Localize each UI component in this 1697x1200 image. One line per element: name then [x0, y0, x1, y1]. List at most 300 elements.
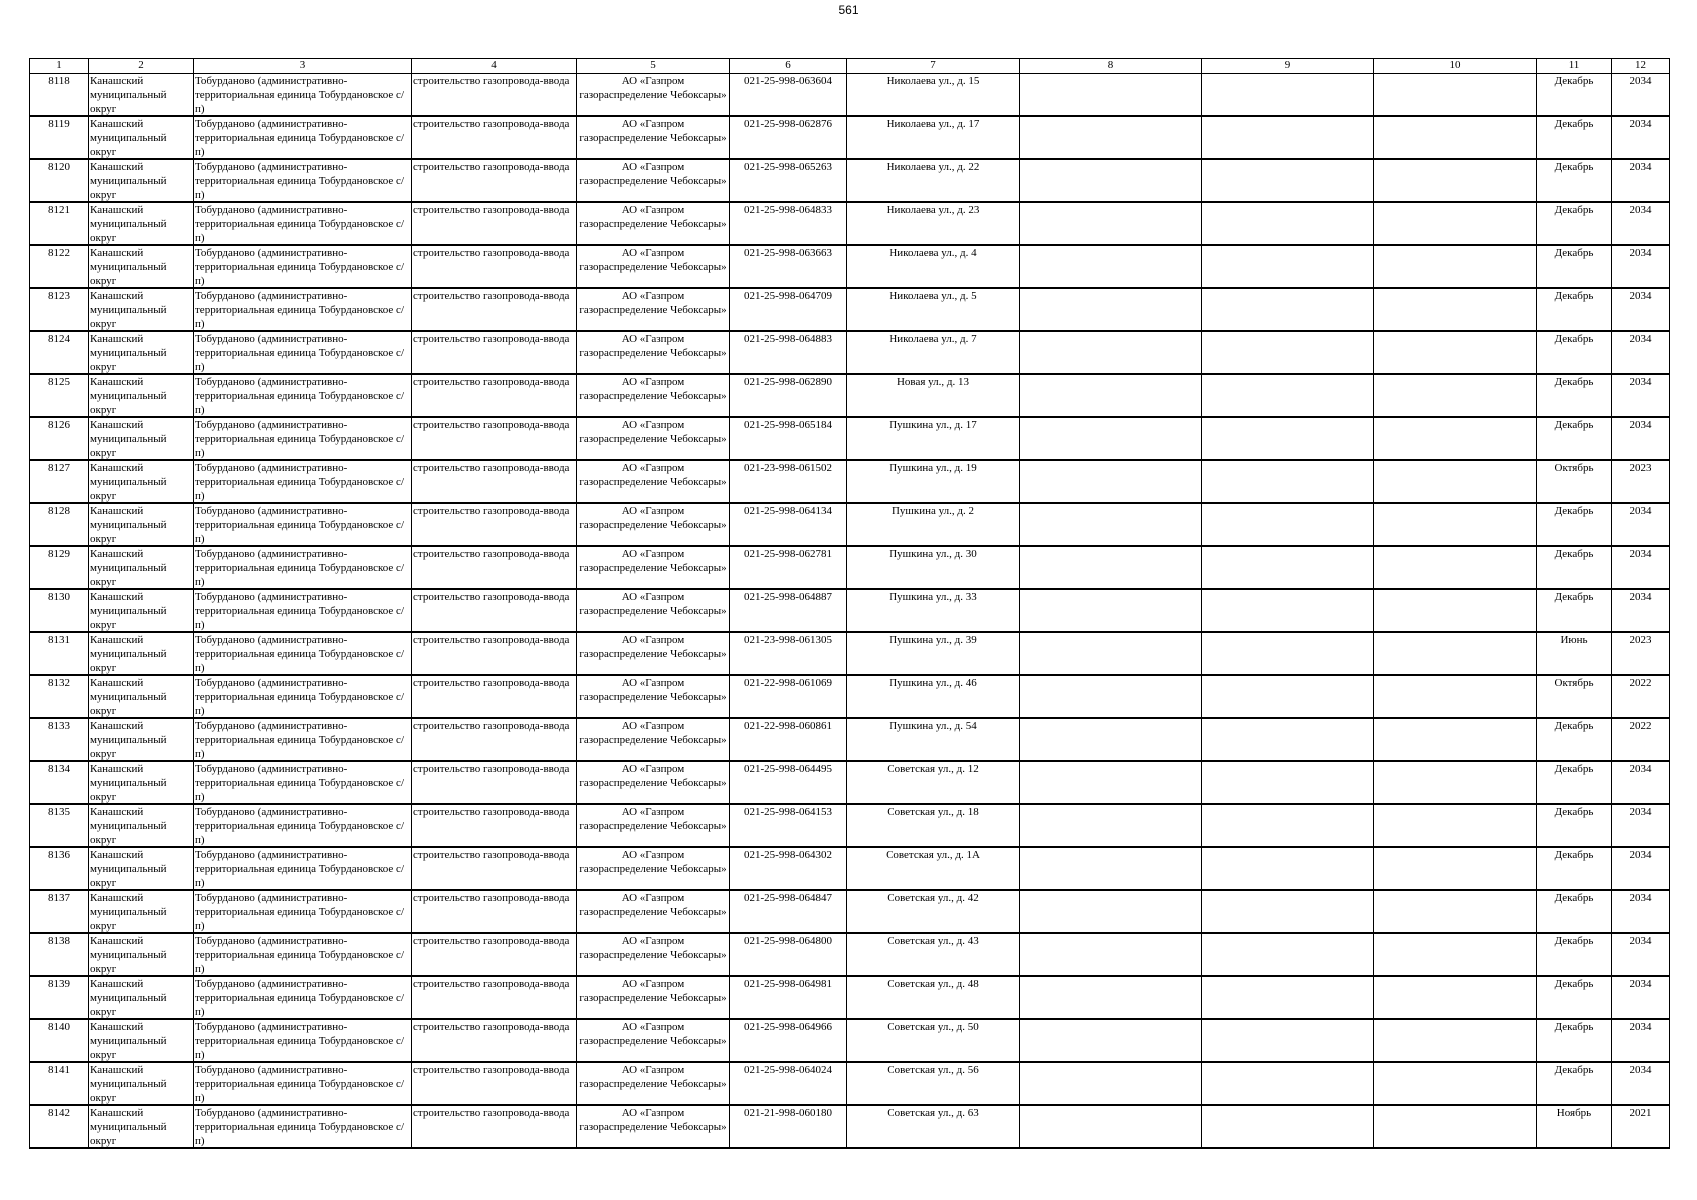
table-row [30, 374, 1670, 417]
row-number [30, 675, 89, 718]
object-code-cell [730, 74, 847, 117]
address-cell [847, 1019, 1020, 1062]
object-code-cell [730, 288, 847, 331]
work-type-cell-text: строительство газопровода-ввода [413, 505, 570, 517]
address-cell [847, 761, 1020, 804]
organization-cell-text: АО «Газпром газораспределение Чебоксары» [579, 806, 727, 833]
table-row [30, 1062, 1670, 1105]
address-cell-text: Пушкина ул., д. 46 [889, 677, 977, 689]
column-8-cell [1020, 761, 1202, 804]
table-row [30, 632, 1670, 675]
settlement-cell [194, 1019, 412, 1062]
column-8-cell [1020, 116, 1202, 159]
address-cell [847, 331, 1020, 374]
month-cell [1537, 804, 1612, 847]
column-9-cell [1202, 202, 1374, 245]
row-number-text: 8135 [48, 806, 70, 818]
district-cell-text: Канашский муниципальный округ [90, 462, 167, 502]
row-number-text: 8134 [48, 763, 70, 775]
row-number-text: 8118 [48, 75, 70, 87]
address-cell-text: Пушкина ул., д. 33 [889, 591, 977, 603]
work-type-cell-text: строительство газопровода-ввода [413, 935, 570, 947]
address-cell-text: Новая ул., д. 13 [896, 376, 970, 388]
district-cell-text: Канашский муниципальный округ [90, 892, 167, 932]
district-cell [89, 589, 194, 632]
column-9-cell [1202, 116, 1374, 159]
month-cell-text: Декабрь [1554, 376, 1594, 388]
row-number [30, 116, 89, 159]
year-cell-text: 2034 [1629, 1021, 1652, 1033]
organization-cell [577, 374, 730, 417]
object-code-cell [730, 632, 847, 675]
district-cell-text: Канашский муниципальный округ [90, 505, 167, 545]
organization-cell [577, 976, 730, 1019]
month-cell-text: Октябрь [1554, 462, 1594, 474]
settlement-cell [194, 761, 412, 804]
settlement-cell-text: Тобурданово (административно-территориальная единица Тобурдановское с/п) [195, 247, 404, 287]
address-cell [847, 546, 1020, 589]
address-cell [847, 1062, 1020, 1105]
district-cell-text: Канашский муниципальный округ [90, 634, 167, 674]
column-10-cell [1374, 159, 1537, 202]
object-code-cell-text: 021-25-998-064153 [744, 806, 832, 818]
settlement-cell [194, 890, 412, 933]
object-code-cell [730, 159, 847, 202]
row-number-text: 8138 [48, 935, 70, 947]
year-cell-text: 2034 [1629, 806, 1652, 818]
object-code-cell [730, 1105, 847, 1148]
column-9-cell [1202, 1105, 1374, 1148]
settlement-cell-text: Тобурданово (административно-территориальная единица Тобурдановское с/п) [195, 548, 404, 588]
organization-cell [577, 675, 730, 718]
year-cell-text: 2021 [1629, 1107, 1652, 1119]
district-cell [89, 288, 194, 331]
year-cell-text: 2034 [1629, 892, 1652, 904]
settlement-cell-text: Тобурданово (административно-территориальная единица Тобурдановское с/п) [195, 333, 404, 373]
address-cell-text: Пушкина ул., д. 2 [891, 505, 975, 517]
address-cell-text: Советская ул., д. 18 [887, 806, 979, 818]
object-code-cell [730, 761, 847, 804]
address-cell-text: Пушкина ул., д. 19 [889, 462, 977, 474]
address-cell-text: Николаева ул., д. 22 [886, 161, 980, 173]
organization-cell [577, 718, 730, 761]
column-number-12: 12 [1612, 59, 1670, 74]
address-cell [847, 718, 1020, 761]
column-9-cell [1202, 1062, 1374, 1105]
row-number [30, 331, 89, 374]
year-cell [1612, 589, 1670, 632]
year-cell [1612, 374, 1670, 417]
month-cell-text: Декабрь [1554, 419, 1594, 431]
column-number-1: 1 [30, 59, 89, 74]
organization-cell-text: АО «Газпром газораспределение Чебоксары» [579, 720, 727, 747]
year-cell [1612, 74, 1670, 117]
settlement-cell [194, 159, 412, 202]
work-type-cell [412, 976, 577, 1019]
settlement-cell-text: Тобурданово (административно-территориальная единица Тобурдановское с/п) [195, 1021, 404, 1061]
district-cell-text: Канашский муниципальный округ [90, 935, 167, 975]
row-number-text: 8119 [48, 118, 70, 130]
row-number-text: 8132 [48, 677, 70, 689]
district-cell-text: Канашский муниципальный округ [90, 419, 167, 459]
year-cell-text: 2034 [1629, 849, 1652, 861]
column-10-cell [1374, 675, 1537, 718]
row-number-text: 8137 [48, 892, 70, 904]
organization-cell-text: АО «Газпром газораспределение Чебоксары» [579, 505, 727, 532]
row-number-text: 8139 [48, 978, 70, 990]
district-cell [89, 761, 194, 804]
column-number-7: 7 [847, 59, 1020, 74]
address-cell-text: Пушкина ул., д. 54 [889, 720, 977, 732]
month-cell-text: Декабрь [1554, 806, 1594, 818]
year-cell-text: 2034 [1629, 333, 1652, 345]
object-code-cell-text: 021-21-998-060180 [744, 1107, 832, 1119]
table-row [30, 116, 1670, 159]
work-type-cell [412, 288, 577, 331]
object-code-cell-text: 021-25-998-064883 [744, 333, 832, 345]
settlement-cell-text: Тобурданово (административно-территориальная единица Тобурдановское с/п) [195, 290, 404, 330]
district-cell-text: Канашский муниципальный округ [90, 548, 167, 588]
work-type-cell [412, 460, 577, 503]
organization-cell [577, 1105, 730, 1148]
row-number-text: 8140 [48, 1021, 70, 1033]
organization-cell-text: АО «Газпром газораспределение Чебоксары» [579, 677, 727, 704]
row-number [30, 890, 89, 933]
settlement-cell [194, 460, 412, 503]
address-cell [847, 847, 1020, 890]
organization-cell [577, 1062, 730, 1105]
month-cell [1537, 74, 1612, 117]
table-row [30, 202, 1670, 245]
year-cell [1612, 159, 1670, 202]
work-type-cell [412, 632, 577, 675]
district-cell [89, 1105, 194, 1148]
year-cell [1612, 632, 1670, 675]
month-cell [1537, 288, 1612, 331]
column-10-cell [1374, 74, 1537, 117]
year-cell-text: 2034 [1629, 376, 1652, 388]
district-cell-text: Канашский муниципальный округ [90, 849, 167, 889]
row-number [30, 245, 89, 288]
table-row [30, 761, 1670, 804]
settlement-cell [194, 675, 412, 718]
object-code-cell [730, 804, 847, 847]
column-9-cell [1202, 331, 1374, 374]
object-code-cell-text: 021-25-998-064847 [744, 892, 832, 904]
work-type-cell [412, 847, 577, 890]
year-cell [1612, 933, 1670, 976]
month-cell [1537, 1062, 1612, 1105]
year-cell [1612, 1019, 1670, 1062]
settlement-cell [194, 1062, 412, 1105]
object-code-cell [730, 675, 847, 718]
column-8-cell [1020, 589, 1202, 632]
organization-cell [577, 589, 730, 632]
settlement-cell [194, 245, 412, 288]
settlement-cell [194, 74, 412, 117]
column-10-cell [1374, 632, 1537, 675]
month-cell [1537, 374, 1612, 417]
month-cell-text: Декабрь [1554, 1064, 1594, 1076]
address-cell [847, 890, 1020, 933]
month-cell-text: Декабрь [1554, 978, 1594, 990]
column-10-cell [1374, 976, 1537, 1019]
organization-cell-text: АО «Газпром газораспределение Чебоксары» [579, 462, 727, 489]
year-cell-text: 2034 [1629, 118, 1652, 130]
object-code-cell-text: 021-25-998-064302 [744, 849, 832, 861]
column-9-cell [1202, 718, 1374, 761]
month-cell-text: Декабрь [1554, 1021, 1594, 1033]
year-cell [1612, 546, 1670, 589]
object-code-cell [730, 546, 847, 589]
column-10-cell [1374, 417, 1537, 460]
year-cell [1612, 116, 1670, 159]
year-cell-text: 2034 [1629, 419, 1652, 431]
year-cell [1612, 1105, 1670, 1148]
settlement-cell [194, 933, 412, 976]
address-cell [847, 202, 1020, 245]
table-row [30, 74, 1670, 117]
column-10-cell [1374, 933, 1537, 976]
work-type-cell [412, 245, 577, 288]
row-number [30, 374, 89, 417]
month-cell [1537, 331, 1612, 374]
organization-cell [577, 761, 730, 804]
year-cell [1612, 331, 1670, 374]
column-number-3: 3 [194, 59, 412, 74]
settlement-cell [194, 1105, 412, 1148]
address-cell [847, 74, 1020, 117]
row-number [30, 847, 89, 890]
month-cell-text: Июнь [1560, 634, 1588, 646]
district-cell-text: Канашский муниципальный округ [90, 161, 167, 201]
work-type-cell [412, 589, 577, 632]
table-row [30, 503, 1670, 546]
table-row [30, 417, 1670, 460]
organization-cell-text: АО «Газпром газораспределение Чебоксары» [579, 935, 727, 962]
row-number [30, 761, 89, 804]
column-8-cell [1020, 804, 1202, 847]
column-9-cell [1202, 546, 1374, 589]
column-number-row [30, 59, 1670, 74]
month-cell-text: Декабрь [1554, 333, 1594, 345]
district-cell [89, 1019, 194, 1062]
object-code-cell [730, 976, 847, 1019]
work-type-cell [412, 804, 577, 847]
settlement-cell-text: Тобурданово (административно-территориальная единица Тобурдановское с/п) [195, 1107, 404, 1147]
address-cell-text: Николаева ул., д. 5 [889, 290, 977, 302]
district-cell [89, 202, 194, 245]
address-cell-text: Николаева ул., д. 4 [889, 247, 977, 259]
settlement-cell-text: Тобурданово (административно-территориальная единица Тобурдановское с/п) [195, 419, 404, 459]
work-type-cell-text: строительство газопровода-ввода [413, 462, 570, 474]
district-cell-text: Канашский муниципальный округ [90, 978, 167, 1018]
organization-cell-text: АО «Газпром газораспределение Чебоксары» [579, 333, 727, 360]
row-number [30, 460, 89, 503]
column-8-cell [1020, 1062, 1202, 1105]
table-row [30, 1105, 1670, 1148]
column-8-cell [1020, 675, 1202, 718]
page-number: 561 [838, 3, 859, 17]
column-9-cell [1202, 417, 1374, 460]
row-number [30, 718, 89, 761]
work-type-cell [412, 933, 577, 976]
organization-cell-text: АО «Газпром газораспределение Чебоксары» [579, 1064, 727, 1091]
work-type-cell [412, 1062, 577, 1105]
column-9-cell [1202, 374, 1374, 417]
settlement-cell [194, 417, 412, 460]
table-row [30, 460, 1670, 503]
organization-cell-text: АО «Газпром газораспределение Чебоксары» [579, 247, 727, 274]
month-cell [1537, 245, 1612, 288]
work-type-cell [412, 503, 577, 546]
district-cell [89, 976, 194, 1019]
work-type-cell [412, 159, 577, 202]
settlement-cell-text: Тобурданово (административно-территориальная единица Тобурдановское с/п) [195, 75, 404, 115]
month-cell-text: Декабрь [1554, 247, 1594, 259]
address-cell [847, 804, 1020, 847]
gas-pipeline-schedule-table [29, 58, 1670, 1149]
district-cell [89, 245, 194, 288]
organization-cell-text: АО «Газпром газораспределение Чебоксары» [579, 290, 727, 317]
organization-cell [577, 288, 730, 331]
settlement-cell [194, 718, 412, 761]
settlement-cell-text: Тобурданово (административно-территориальная единица Тобурдановское с/п) [195, 505, 404, 545]
column-8-cell [1020, 159, 1202, 202]
district-cell [89, 933, 194, 976]
object-code-cell-text: 021-25-998-064134 [744, 505, 832, 517]
month-cell [1537, 417, 1612, 460]
object-code-cell [730, 503, 847, 546]
month-cell [1537, 503, 1612, 546]
month-cell [1537, 890, 1612, 933]
work-type-cell-text: строительство газопровода-ввода [413, 634, 570, 646]
work-type-cell-text: строительство газопровода-ввода [413, 849, 570, 861]
month-cell [1537, 116, 1612, 159]
column-10-cell [1374, 761, 1537, 804]
settlement-cell [194, 847, 412, 890]
district-cell-text: Канашский муниципальный округ [90, 763, 167, 803]
column-10-cell [1374, 245, 1537, 288]
column-10-cell [1374, 116, 1537, 159]
organization-cell [577, 74, 730, 117]
object-code-cell-text: 021-25-998-063663 [744, 247, 832, 259]
column-9-cell [1202, 74, 1374, 117]
column-number-10: 10 [1374, 59, 1537, 74]
column-9-cell [1202, 761, 1374, 804]
month-cell [1537, 1019, 1612, 1062]
column-9-cell [1202, 288, 1374, 331]
row-number [30, 976, 89, 1019]
column-9-cell [1202, 1019, 1374, 1062]
organization-cell [577, 245, 730, 288]
work-type-cell-text: строительство газопровода-ввода [413, 806, 570, 818]
month-cell-text: Декабрь [1554, 290, 1594, 302]
object-code-cell [730, 589, 847, 632]
row-number [30, 74, 89, 117]
work-type-cell [412, 331, 577, 374]
row-number-text: 8122 [48, 247, 70, 259]
row-number-text: 8125 [48, 376, 70, 388]
district-cell [89, 374, 194, 417]
address-cell [847, 245, 1020, 288]
object-code-cell-text: 021-23-998-061305 [744, 634, 832, 646]
organization-cell-text: АО «Газпром газораспределение Чебоксары» [579, 892, 727, 919]
object-code-cell [730, 331, 847, 374]
address-cell-text: Николаева ул., д. 15 [886, 75, 980, 87]
district-cell-text: Канашский муниципальный округ [90, 290, 167, 330]
district-cell-text: Канашский муниципальный округ [90, 376, 167, 416]
month-cell [1537, 460, 1612, 503]
row-number [30, 202, 89, 245]
settlement-cell [194, 116, 412, 159]
settlement-cell [194, 589, 412, 632]
month-cell [1537, 718, 1612, 761]
row-number-text: 8131 [48, 634, 70, 646]
column-number-8: 8 [1020, 59, 1202, 74]
column-9-cell [1202, 890, 1374, 933]
work-type-cell-text: строительство газопровода-ввода [413, 333, 570, 345]
address-cell-text: Советская ул., д. 1А [886, 849, 980, 861]
work-type-cell-text: строительство газопровода-ввода [413, 1107, 570, 1119]
table-row [30, 675, 1670, 718]
object-code-cell-text: 021-25-998-064966 [744, 1021, 832, 1033]
row-number [30, 288, 89, 331]
settlement-cell [194, 804, 412, 847]
settlement-cell-text: Тобурданово (административно-территориальная единица Тобурдановское с/п) [195, 806, 404, 846]
settlement-cell [194, 374, 412, 417]
column-number-2: 2 [89, 59, 194, 74]
work-type-cell [412, 761, 577, 804]
work-type-cell-text: строительство газопровода-ввода [413, 978, 570, 990]
month-cell [1537, 632, 1612, 675]
year-cell-text: 2034 [1629, 763, 1652, 775]
district-cell [89, 74, 194, 117]
settlement-cell-text: Тобурданово (административно-территориальная единица Тобурдановское с/п) [195, 118, 404, 158]
work-type-cell-text: строительство газопровода-ввода [413, 204, 570, 216]
work-type-cell-text: строительство газопровода-ввода [413, 376, 570, 388]
district-cell [89, 331, 194, 374]
work-type-cell-text: строительство газопровода-ввода [413, 1021, 570, 1033]
object-code-cell [730, 1062, 847, 1105]
address-cell-text: Пушкина ул., д. 39 [889, 634, 977, 646]
settlement-cell [194, 632, 412, 675]
work-type-cell [412, 202, 577, 245]
district-cell-text: Канашский муниципальный округ [90, 75, 167, 115]
row-number-text: 8127 [48, 462, 70, 474]
year-cell [1612, 202, 1670, 245]
month-cell [1537, 933, 1612, 976]
column-number-4: 4 [412, 59, 577, 74]
year-cell-text: 2034 [1629, 505, 1652, 517]
row-number-text: 8141 [48, 1064, 70, 1076]
work-type-cell-text: строительство газопровода-ввода [413, 677, 570, 689]
address-cell-text: Советская ул., д. 63 [887, 1107, 979, 1119]
address-cell [847, 460, 1020, 503]
work-type-cell-text: строительство газопровода-ввода [413, 247, 570, 259]
organization-cell [577, 460, 730, 503]
table-row [30, 847, 1670, 890]
table-row [30, 933, 1670, 976]
year-cell-text: 2034 [1629, 290, 1652, 302]
organization-cell [577, 546, 730, 589]
district-cell [89, 159, 194, 202]
organization-cell-text: АО «Газпром газораспределение Чебоксары» [579, 634, 727, 661]
year-cell-text: 2034 [1629, 935, 1652, 947]
year-cell-text: 2022 [1629, 720, 1652, 732]
district-cell [89, 804, 194, 847]
work-type-cell [412, 1019, 577, 1062]
